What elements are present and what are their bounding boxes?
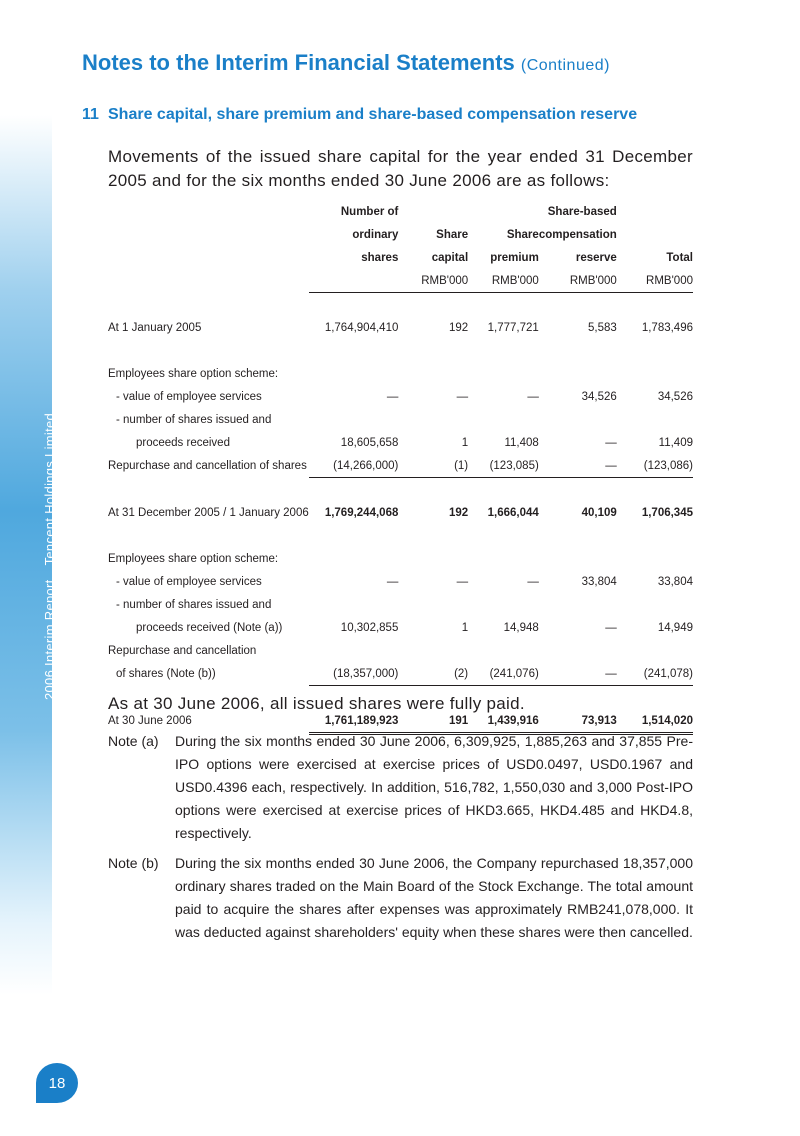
note-label: Note (a) xyxy=(108,733,159,749)
sidebar-report-title xyxy=(42,360,62,700)
row-label: - value of employee services xyxy=(116,575,262,588)
table-row xyxy=(108,316,693,339)
note-b xyxy=(108,852,693,944)
row-label: At 31 December 2005 / 1 January 2006 xyxy=(108,506,309,519)
cell-shares: 18,605,658 xyxy=(340,436,399,449)
table-row xyxy=(108,454,693,478)
cell-shares: — xyxy=(386,390,399,403)
cell-total: 1,706,345 xyxy=(641,506,693,519)
sidebar-report: 2006 Interim Report xyxy=(42,579,57,700)
table-unit-row xyxy=(108,269,693,293)
section-heading xyxy=(82,106,637,124)
table-header-cell xyxy=(468,200,539,223)
row-label: proceeds received xyxy=(136,436,230,449)
row-label: At 1 January 2005 xyxy=(108,321,202,334)
cell-total: 1,783,496 xyxy=(641,321,693,334)
table-row xyxy=(108,616,693,639)
page-number: 18 xyxy=(36,1063,78,1103)
row-label: At 30 June 2006 xyxy=(108,715,192,728)
cell-shares: — xyxy=(386,575,399,588)
table-row xyxy=(108,570,693,593)
cell-total: (241,078) xyxy=(617,662,693,686)
cell-premium: (123,085) xyxy=(468,454,539,478)
cell-reserve: 40,109 xyxy=(581,506,617,519)
cell-premium: 1,439,916 xyxy=(468,709,539,734)
cell-reserve: 73,913 xyxy=(539,709,617,734)
cell-total: 11,409 xyxy=(658,436,693,449)
cell-capital: 192 xyxy=(448,321,469,334)
table-row xyxy=(108,662,693,686)
table-header-cell: capital xyxy=(431,251,469,264)
table-header-cell: Number of xyxy=(340,205,399,218)
table-row xyxy=(108,593,693,616)
table-row xyxy=(108,547,693,570)
page-title xyxy=(82,50,610,76)
table-header-cell: reserve xyxy=(575,251,617,264)
cell-capital: 192 xyxy=(448,506,469,519)
table-header-cell xyxy=(617,223,693,246)
share-capital-table xyxy=(108,200,693,735)
page-title-continued: (Continued) xyxy=(520,57,610,74)
cell-capital: 1 xyxy=(461,436,469,449)
section-title: Share capital, share premium and share-based compensation reserve xyxy=(108,106,638,123)
row-label: - number of shares issued and xyxy=(116,598,272,611)
section-number: 11 xyxy=(82,106,99,123)
cell-capital: — xyxy=(456,575,469,588)
table-header-row xyxy=(108,200,693,223)
cell-premium: (241,076) xyxy=(468,662,539,686)
row-label: Employees share option scheme: xyxy=(108,367,279,380)
cell-capital: (1) xyxy=(398,454,468,478)
table-unit-cell: RMB'000 xyxy=(539,269,617,293)
table-row xyxy=(108,639,693,662)
row-label: Repurchase and cancellation xyxy=(108,644,257,657)
cell-premium: 11,408 xyxy=(504,436,539,449)
table-unit-cell: RMB'000 xyxy=(468,269,539,293)
table-header-row xyxy=(108,246,693,269)
cell-shares: 1,769,244,068 xyxy=(324,506,399,519)
table-unit-cell: RMB'000 xyxy=(398,269,468,293)
cell-total: (123,086) xyxy=(617,454,693,478)
row-label: Repurchase and cancellation of shares xyxy=(108,459,307,472)
cell-total: 33,804 xyxy=(657,575,693,588)
cell-total: 34,526 xyxy=(657,390,693,403)
note-text: During the six months ended 30 June 2006, 6,309,925, 1,885,263 and 37,855 Pre-IPO options were exercised at exercise prices of USD0.0497, USD0.1967 and USD0.4396 each, respectively. In addition, 516,782, 1,550,030 and 3,000 Post-IPO options were exercised at exercise prices of HKD3.665, HKD4.485 and HKD4.8, respectively. xyxy=(175,733,693,841)
cell-premium: — xyxy=(527,390,539,403)
cell-total: 1,514,020 xyxy=(617,709,693,734)
row-label: - value of employee services xyxy=(116,390,262,403)
cell-shares: 1,764,904,410 xyxy=(324,321,399,334)
cell-shares: (14,266,000) xyxy=(309,454,399,478)
table-subtotal-row xyxy=(108,501,693,524)
table-unit-cell: RMB'000 xyxy=(617,269,693,293)
table-header-cell: Total xyxy=(666,251,693,264)
cell-reserve: — xyxy=(539,662,617,686)
table-header-cell xyxy=(617,200,693,223)
table-row xyxy=(108,385,693,408)
table-header-row xyxy=(108,223,693,246)
cell-premium: 14,948 xyxy=(503,621,539,634)
cell-reserve: — xyxy=(605,436,617,449)
row-label: Employees share option scheme: xyxy=(108,552,279,565)
row-label: proceeds received (Note (a)) xyxy=(136,621,283,634)
intro-paragraph: Movements of the issued share capital for the year ended 31 December 2005 and for the six months ended 30 June 2006 are as follows: xyxy=(108,147,693,190)
table-header-cell: shares xyxy=(361,251,399,264)
cell-reserve: 5,583 xyxy=(588,321,617,334)
cell-shares: 1,761,189,923 xyxy=(309,709,399,734)
note-text: During the six months ended 30 June 2006, the Company repurchased 18,357,000 ordinary shares traded on the Main Board of the Stock Exchange. The total amount paid to acquire the shares after expenses was approximately RMB241,078,000. It was deducted against shareholders' equity when these shares were then cancelled. xyxy=(175,855,693,940)
table-header-cell: premium xyxy=(490,251,539,264)
cell-shares: (18,357,000) xyxy=(309,662,399,686)
table-header-cell: Share xyxy=(436,228,469,241)
cell-reserve: 34,526 xyxy=(581,390,617,403)
note-a xyxy=(108,730,693,845)
table-header-cell: compensation xyxy=(538,228,617,241)
table-header-cell xyxy=(398,200,468,223)
cell-premium: 1,666,044 xyxy=(487,506,539,519)
table-header-cell: Share-based xyxy=(547,205,617,218)
cell-premium: — xyxy=(527,575,539,588)
row-label: - number of shares issued and xyxy=(116,413,272,426)
cell-capital: 191 xyxy=(398,709,468,734)
table-header-cell: ordinary xyxy=(352,228,399,241)
fully-paid-statement: As at 30 June 2006, all issued shares were fully paid. xyxy=(108,694,525,713)
cell-capital: 1 xyxy=(461,621,469,634)
row-label: of shares (Note (b)) xyxy=(116,667,216,680)
cell-reserve: — xyxy=(605,621,617,634)
table-row xyxy=(108,431,693,454)
table-header-cell: Share xyxy=(506,228,539,241)
note-label: Note (b) xyxy=(108,855,159,871)
page-title-main: Notes to the Interim Financial Statements xyxy=(82,50,515,75)
table-row xyxy=(108,362,693,385)
cell-total: 14,949 xyxy=(657,621,693,634)
table-unit-cell xyxy=(309,269,399,293)
cell-capital: — xyxy=(456,390,469,403)
sidebar-company: Tencent Holdings Limited xyxy=(42,412,57,566)
table-row xyxy=(108,408,693,431)
cell-shares: 10,302,855 xyxy=(340,621,399,634)
cell-capital: (2) xyxy=(398,662,468,686)
cell-premium: 1,777,721 xyxy=(487,321,539,334)
cell-reserve: — xyxy=(539,454,617,478)
cell-reserve: 33,804 xyxy=(581,575,617,588)
